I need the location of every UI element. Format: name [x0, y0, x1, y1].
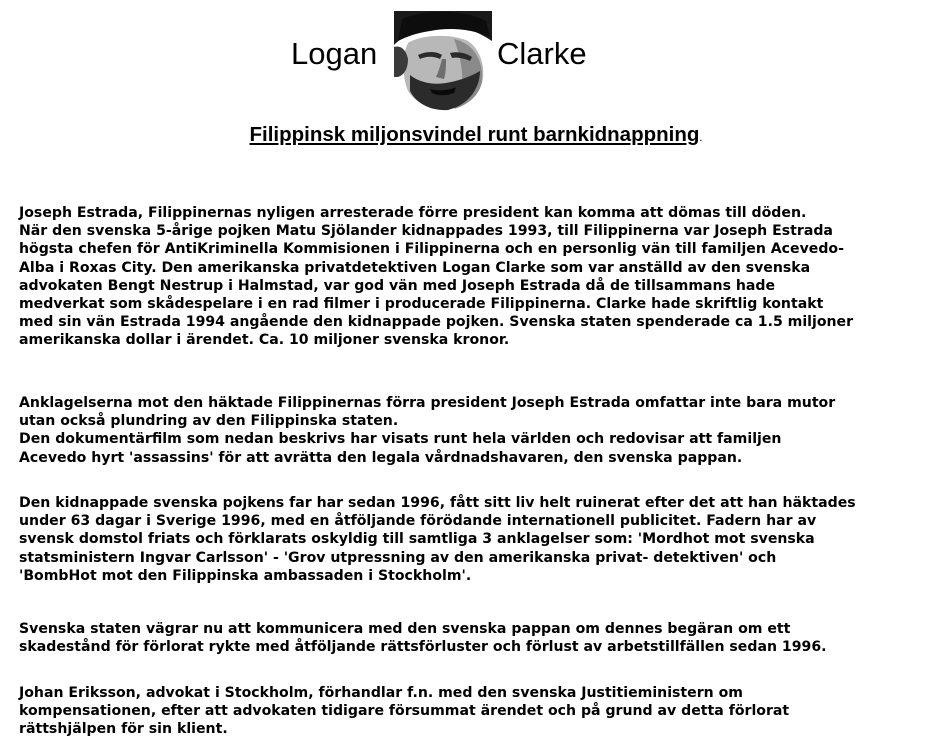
- article-title: Filippinsk miljonsvindel runt barnkidnappning: [249, 123, 700, 146]
- paragraph-state-refusal: Svenska staten vägrar nu att kommunicera med den svenska pappan om dennes begäran om ett skadestånd för förlorat rykte med åtföljande rättsförluster och förlust av arbetstillfällen sedan 1996.: [19, 621, 827, 656]
- paragraph-father-situation: Den kidnappade svenska pojkens far har sedan 1996, fått sitt liv helt ruinerat efter det att han häktades under 63 dagar i Sverige 1996, med en åtföljande förödande internationell publicitet. Fadern har av svensk domstol friats och förklarats oskyldig till samtliga 3 anklagelser som: 'Mordhot mot svenska statsministern Ingvar Carlsson' - 'Grov utpressning av den amerikanska privat- detektiven' och 'BombHot mot den Filippinska ambassaden i Stockholm'.: [19, 495, 856, 584]
- first-name: Logan: [291, 36, 378, 71]
- portrait-photo: [394, 11, 492, 112]
- page-header: [0, 0, 952, 120]
- article-title-period: .: [699, 132, 703, 144]
- article-title-row: [0, 121, 952, 149]
- paragraph-estrada-background: Joseph Estrada, Filippinernas nyligen arresterade förre president kan komma att dömas till döden. När den svenska 5-årige pojken Matu Sjölander kidnappades 1993, till Filippinerna var Joseph Estrada högsta chefen för AntiKriminella Kommisionen i Filippinerna och en personlig vän till familjen Acevedo- Alba i Roxas City. Den amerikanska privatdetektiven Logan Clarke som var anställd av den svenska advokaten Bengt Nestrup i Halmstad, var god vän med Joseph Estrada då de tillsammans hade medverkat som skådespelare i en rad filmer i producerade Filippinerna. Clarke hade skriftlig kontakt med sin vän Estrada 1994 angående den kidnappade pojken. Svenska staten spenderade ca 1.5 miljoner amerikanska dollar i ärendet. Ca. 10 miljoner svenska kronor.: [19, 205, 854, 349]
- paragraph-lawyer-negotiation: Johan Eriksson, advokat i Stockholm, förhandlar f.n. med den svenska Justitieministern om kompensationen, efter att advokaten tidigare försummat ärendet och på grund av detta förlorat rättshjälpen för sin klient.: [19, 685, 790, 738]
- portrait-image: [394, 11, 492, 112]
- last-name: Clarke: [497, 36, 587, 71]
- paragraph-allegations: Anklagelserna mot den häktade Filippinernas förra president Joseph Estrada omfattar inte bara mutor utan också plundring av den Filippinska staten. Den dokumentärfilm som nedan beskrivs har visats runt hela världen och redovisar att familjen Acevedo hyrt 'assassins' för att avrätta den legala vårdnadshavaren, den svenska pappan.: [19, 395, 836, 466]
